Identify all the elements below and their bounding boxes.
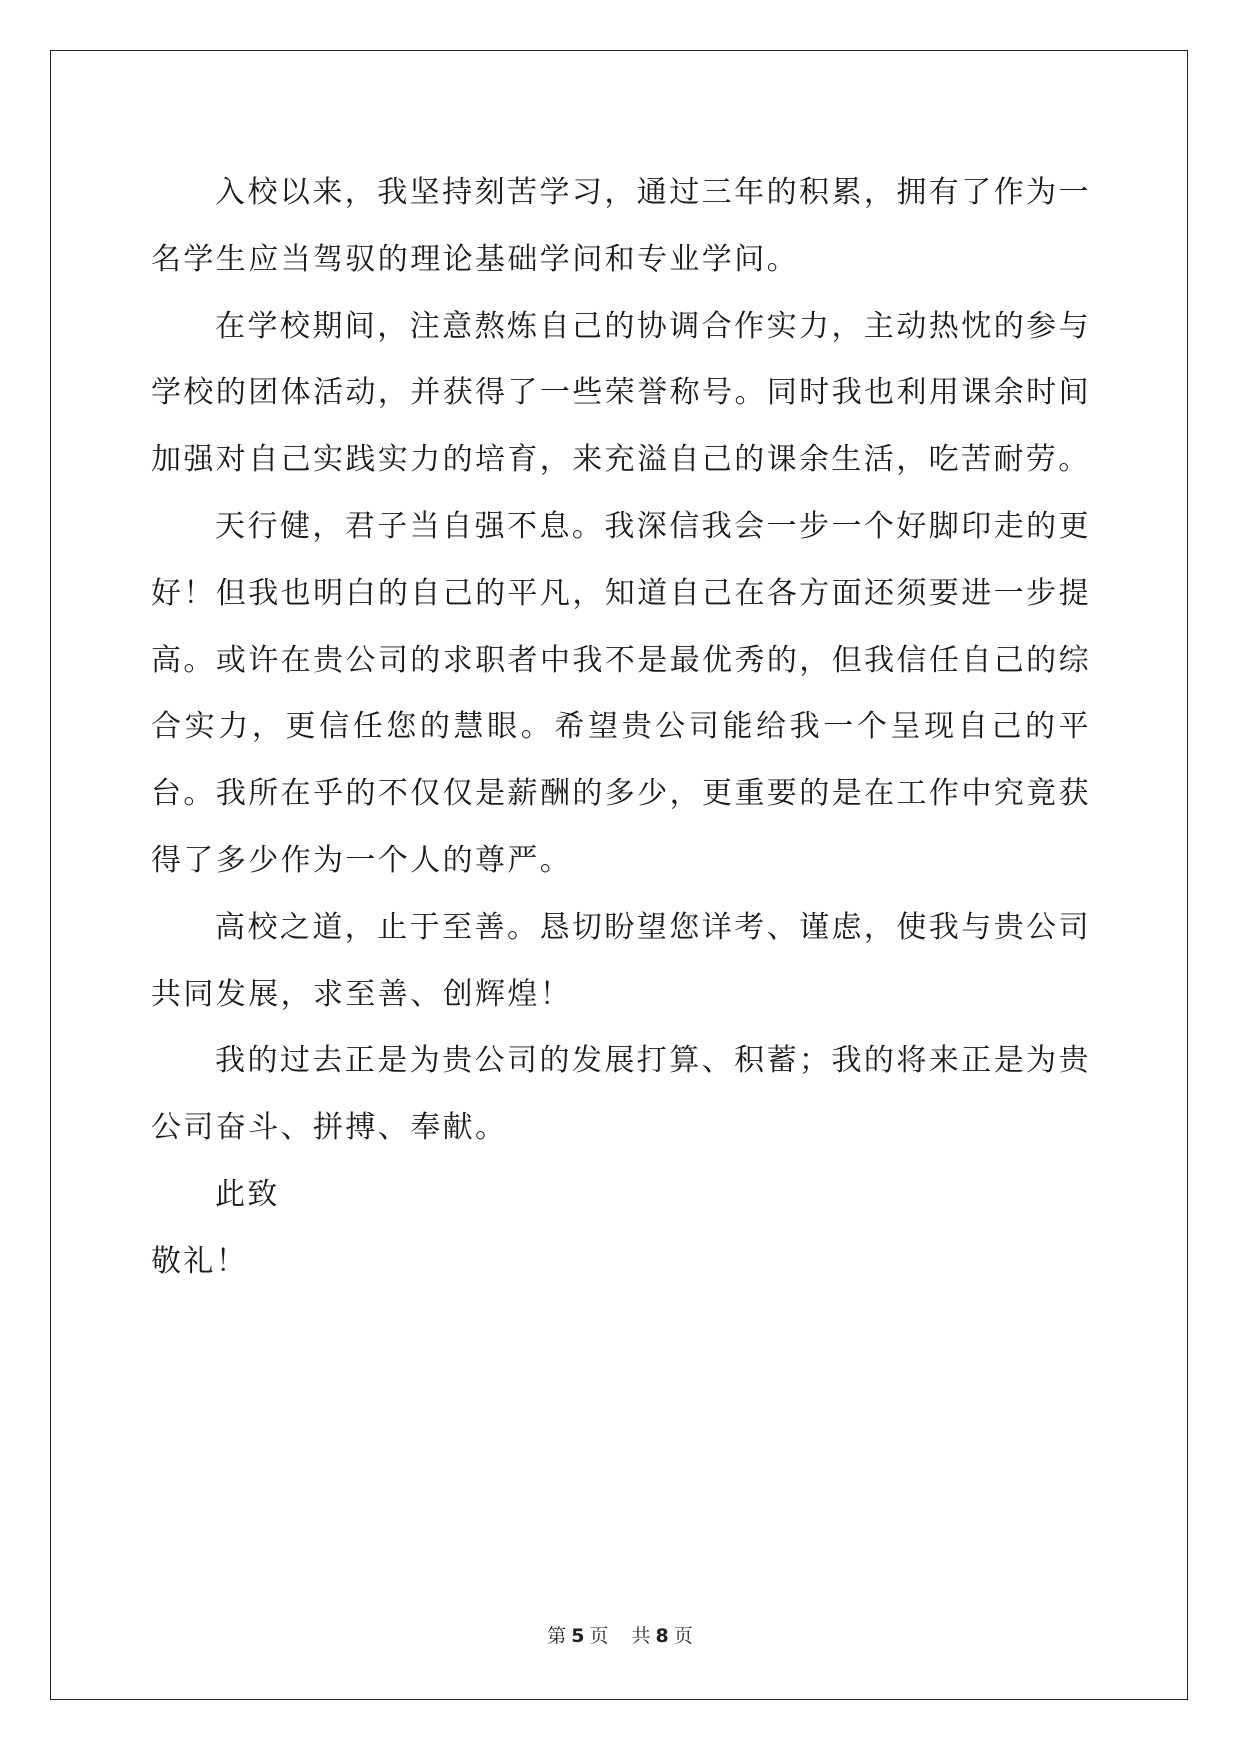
page-number: 5 [571,1625,586,1647]
total-prefix: 共 [631,1625,652,1647]
closing-line: 此致 [215,1176,280,1212]
total-pages: 8 [655,1625,670,1647]
paragraph-5: 我的过去正是为贵公司的发展打算、积蓄；我的将来正是为贵公司奋斗、拼搏、奉献。 [151,1043,1091,1146]
paragraph-1: 入校以来，我坚持刻苦学习，通过三年的积累，拥有了作为一名学生应当驾驭的理论基础学问和专业学问。 [151,175,1091,277]
paragraph-2: 在学校期间，注意熬炼自己的协调合作实力，主动热忱的参与学校的团体活动，并获得了一些荣誉称号。同时我也利用课余时间加强对自己实践实力的培育，来充溢自己的课余生活，吃苦耐劳。 [151,308,1091,478]
paragraph-4: 高校之道，止于至善。恳切盼望您详考、谨虑，使我与贵公司共同发展，求至善、创辉煌！ [151,909,1091,1012]
page-footer [0,1621,1241,1648]
paragraph-3: 天行健，君子当自强不息。我深信我会一步一个好脚印走的更好！但我也明白的自己的平凡，知道自己在各方面还须要进一步提高。或许在贵公司的求职者中我不是最优秀的，但我信任自己的综合实力，更信任您的慧眼。希望贵公司能给我一个呈现自己的平台。我所在乎的不仅仅是薪酬的多少，更重要的是在工作中究竟获得了多少作为一个人的尊严。 [151,508,1091,878]
salutation: 敬礼！ [151,1243,249,1279]
page-suffix: 页 [589,1625,610,1647]
letter-body [151,160,1091,1296]
page-prefix: 第 [547,1625,568,1647]
total-suffix: 页 [673,1625,694,1647]
